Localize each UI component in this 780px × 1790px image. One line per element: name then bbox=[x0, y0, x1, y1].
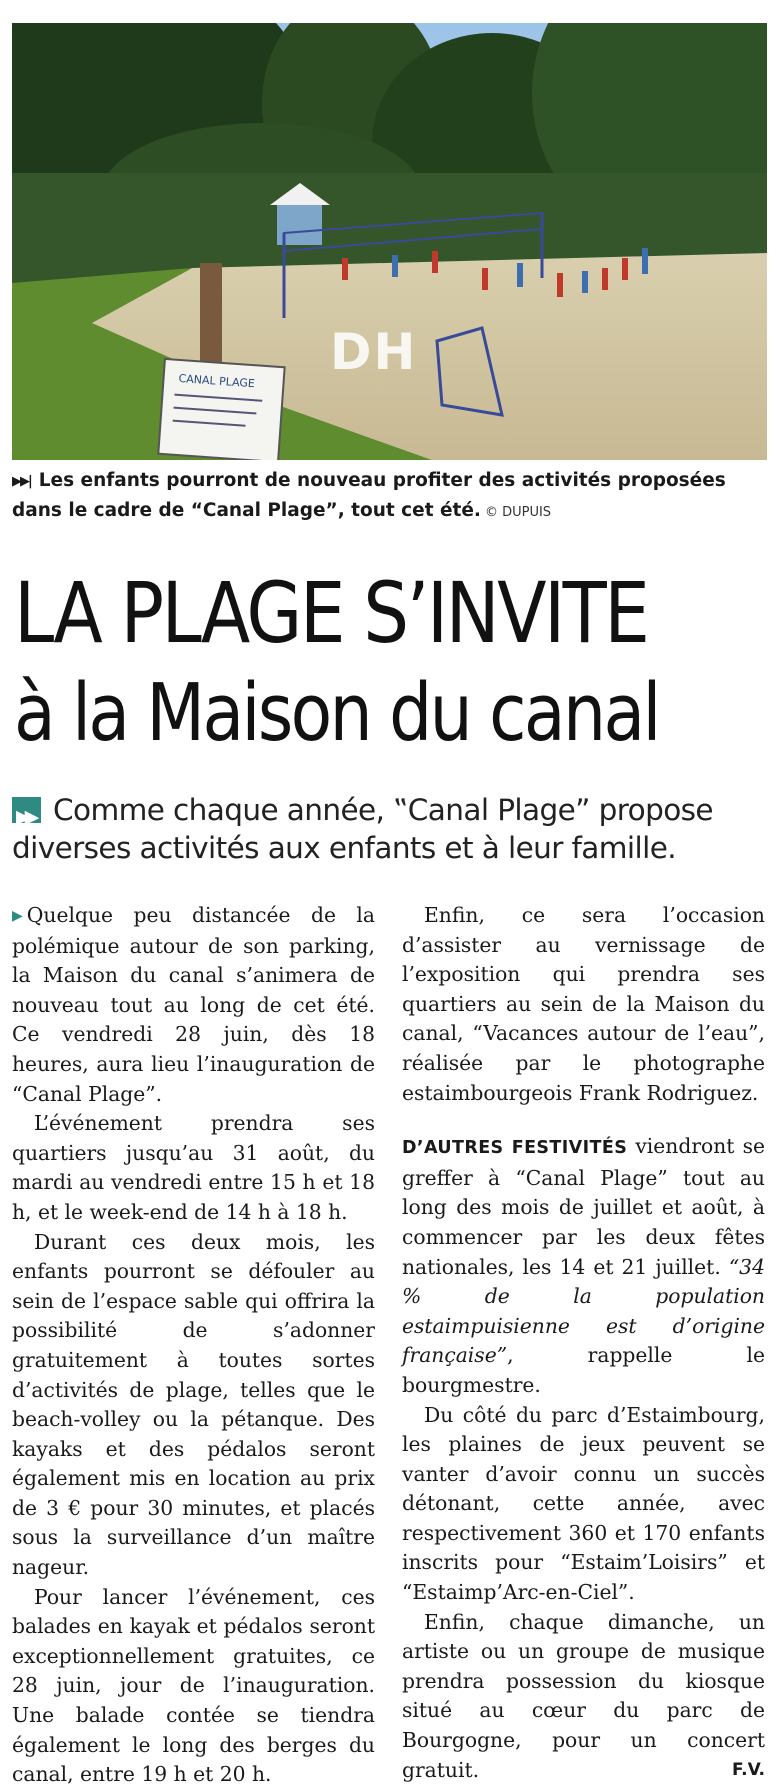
paragraph: L’événement prendra ses quartiers jusqu’au 31 août, du mardi au vendredi entre 15 h et 18 h, et le week-end de 14 h à 18 h. bbox=[12, 1111, 375, 1224]
sign-text: CANAL PLAGE bbox=[178, 371, 256, 391]
paragraph-text: Quelque peu distancée de la polémique autour de son parking, la Maison du canal s’animera de nouveau tout au long de cet été. Ce vendredi 28 juin, dès 18 heures, aura lieu l’inauguration de “Canal Plage”. bbox=[12, 903, 375, 1106]
fast-forward-icon: ▶▶| bbox=[12, 474, 31, 489]
article-lead bbox=[12, 791, 772, 867]
paragraph: Pour lancer l’événement, ces balades en kayak et pédalos seront exceptionnellement gratuites, ce 28 juin, jour de l’inauguration. Une balade contée se tiendra également le long des berges du canal, entre 19 h et 20 h. bbox=[12, 1584, 375, 1787]
right-column bbox=[402, 901, 765, 1786]
paragraph: Durant ces deux mois, les enfants pourront se défouler au sein de l’espace sable qui offrira la possibilité de s’adonner gratuitement à toutes sortes d’activités de plage, telles que le beach-volley ou la pétanque. Des kayaks et des pédalos seront également mis en location au prix de 3 € pour 30 minutes, et placés sous la surveillance d’un maître nageur. bbox=[12, 1229, 375, 1580]
paragraph: Du côté du parc d’Estaimbourg, les plaines de jeux peuvent se vanter d’avoir connu un succès détonant, cette année, avec respectivement 360 et 170 enfants inscrits pour “Estaim’Loisirs” et “Estaimp’Arc-en-Ciel”. bbox=[402, 1402, 765, 1605]
section-kicker: D’AUTRES FESTIVITÉS bbox=[402, 1138, 628, 1159]
article-photo bbox=[12, 23, 767, 460]
paragraph-text: viendront se greffer à “Canal Plage” tout au long des mois de juillet et août, à commencer par les deux fêtes nationales, les 14 et 21 juillet. bbox=[402, 1134, 765, 1279]
left-column bbox=[12, 901, 375, 1790]
photo-credit: © DUPUIS bbox=[484, 505, 552, 520]
paragraph: Enfin, chaque dimanche, un artiste ou un groupe de musique prendra possession du kiosque situé au cœur du parc de Bourgogne, pour un concert gratuit. bbox=[402, 1609, 765, 1782]
author-signature: F.V. bbox=[732, 1760, 765, 1781]
paragraph bbox=[402, 1132, 765, 1400]
headline-line-1: LA PLAGE S’INVITE bbox=[14, 564, 648, 662]
headline-line-2: à la Maison du canal bbox=[14, 667, 659, 759]
paragraph: Enfin, ce sera l’occasion d’assister au vernissage de l’exposition qui prendra ses quartiers au sein de la Maison du canal, “Vacances autour de l’eau”, réalisée par le photographe estaimbourgeois Frank Rodriguez. bbox=[402, 903, 765, 1105]
photo-watermark: DH bbox=[330, 323, 418, 381]
caption-text: Les enfants pourront de nouveau profiter des activités proposées dans le cadre de “Canal Plage”, tout cet été. bbox=[12, 470, 726, 521]
paragraph bbox=[12, 901, 375, 1109]
article-headline bbox=[14, 562, 774, 762]
paragraph-text: , rappelle le bourgmestre. bbox=[402, 1343, 765, 1397]
photo-caption bbox=[12, 466, 770, 527]
beach-playground-illustration bbox=[12, 23, 767, 460]
lead-text: Comme chaque année, ‟Canal Plage” propose diverses activités aux enfants et à leur famille. bbox=[12, 793, 713, 865]
bullet-triangle-icon: ▶ bbox=[12, 908, 23, 924]
quote: “34 % de la population estaimpuisienne est d’origine française” bbox=[402, 1254, 765, 1368]
fast-forward-box-icon: ▶▶ bbox=[12, 797, 41, 823]
